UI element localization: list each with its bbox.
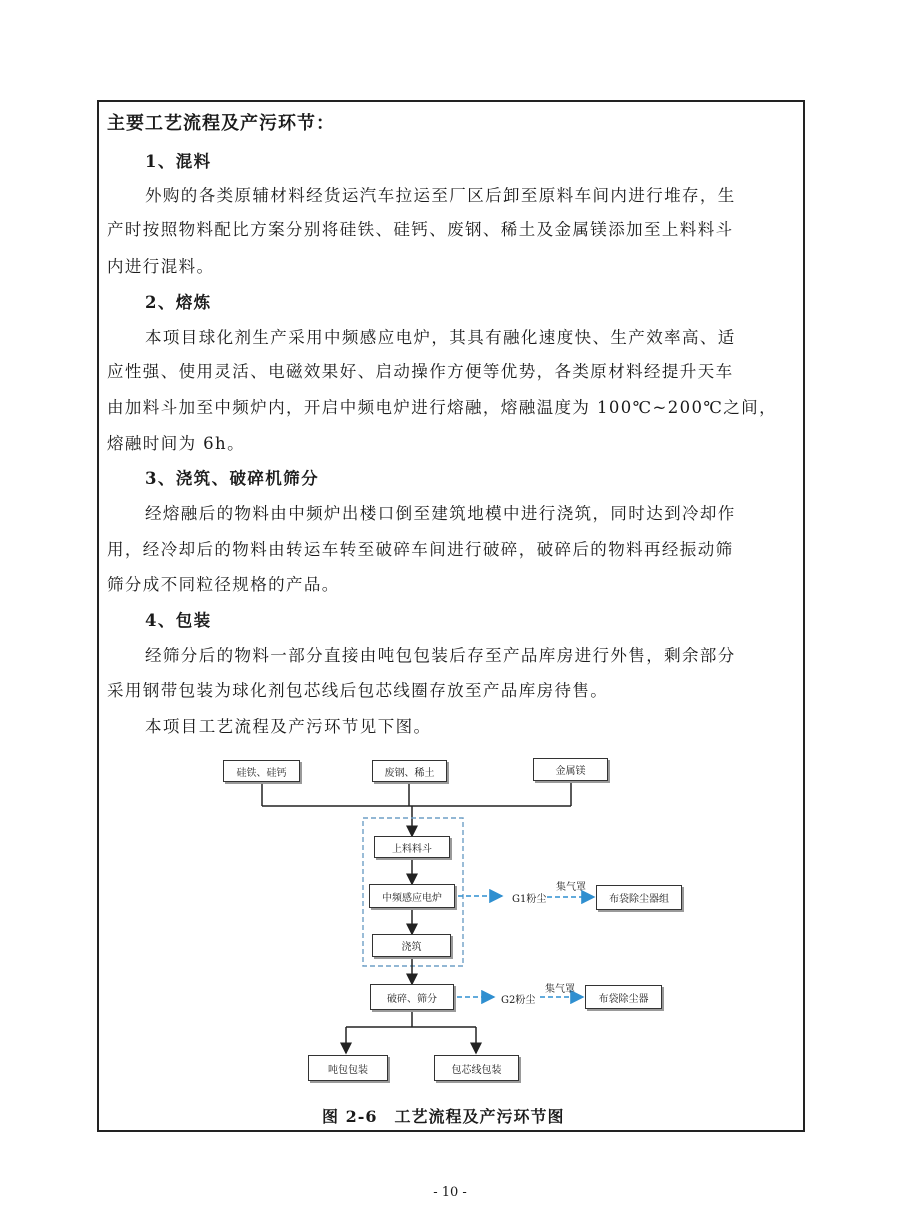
raw-material-box-scrap-steel: 废钢、稀土 [372,760,447,782]
subsection-title-packing: 4、包装 [145,611,212,630]
paragraph-line: 外购的各类原辅材料经货运汽车拉运至厂区后卸至原料车间内进行堆存，生 [145,186,736,205]
paragraph-line: 产时按照物料配比方案分别将硅铁、硅钙、废钢、稀土及金属镁添加至上料料斗 [107,220,734,239]
paragraph-line: 应性强、使用灵活、电磁效果好、启动操作方便等优势，各类原材料经提升天车 [107,362,734,381]
filter-box-1: 布袋除尘器组 [596,885,682,910]
section-heading: 主要工艺流程及产污环节： [107,113,335,134]
raw-material-box-ferrosilicon: 硅铁、硅钙 [223,760,300,782]
furnace-box: 中频感应电炉 [369,884,455,908]
paragraph-line: 用，经冷却后的物料由转运车转至破碎车间进行破碎，破碎后的物料再经振动筛 [107,540,734,559]
subsection-title-mixing: 1、混料 [145,152,212,171]
paragraph-line: 经筛分后的物料一部分直接由吨包包装后存至产品库房进行外售，剩余部分 [145,646,736,665]
crush-box: 破碎、筛分 [370,984,454,1010]
paragraph-line: 由加料斗加至中频炉内，开启中频电炉进行熔融，熔融温度为 100℃~200℃之间， [107,398,777,417]
paragraph-line: 筛分成不同粒径规格的产品。 [107,575,340,594]
figure-caption: 图 2-6 工艺流程及产污环节图 [322,1107,565,1126]
pour-box: 浇筑 [372,934,451,957]
paragraph-line: 采用钢带包装为球化剂包芯线后包芯线圈存放至产品库房待售。 [107,681,609,700]
hopper-box: 上料料斗 [374,836,450,858]
page-number: - 10 - [433,1185,467,1200]
hood-label-2: 集气罩 [545,984,575,995]
paragraph-line: 经熔融后的物料由中频炉出楼口倒至建筑地模中进行浇筑，同时达到冷却作 [145,504,736,523]
filter-box-2: 布袋除尘器 [585,985,662,1009]
pack-box-ton-bag: 吨包包装 [308,1055,388,1081]
diagram-intro: 本项目工艺流程及产污环节见下图。 [145,717,432,736]
raw-material-box-magnesium: 金属镁 [533,758,608,781]
emission-label-g2: G2粉尘 [501,995,536,1006]
subsection-title-smelting: 2、熔炼 [145,293,212,312]
paragraph-line: 熔融时间为 6h。 [107,434,245,453]
hood-label-1: 集气罩 [556,882,586,893]
paragraph-line: 本项目球化剂生产采用中频感应电炉，其具有融化速度快、生产效率高、适 [145,328,736,347]
pack-box-cored-wire: 包芯线包装 [434,1055,519,1081]
paragraph-line: 内进行混料。 [107,257,215,276]
emission-label-g1: G1粉尘 [512,894,547,905]
subsection-title-casting: 3、浇筑、破碎机筛分 [145,469,319,488]
